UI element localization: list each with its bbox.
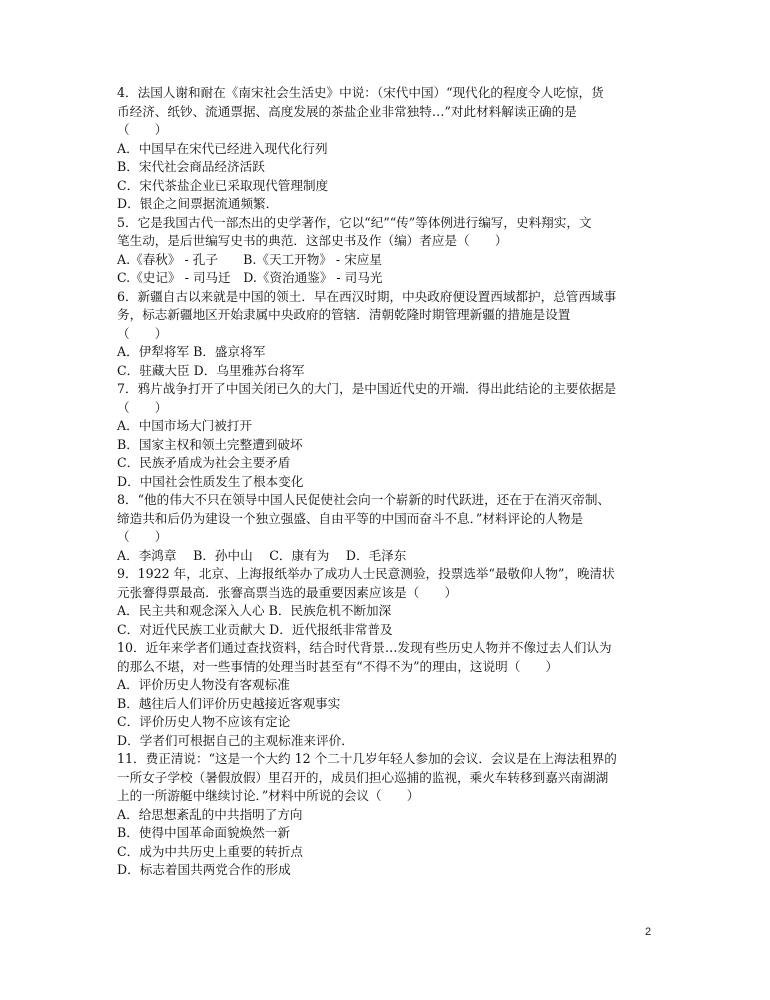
answer-option: D．标志着国共两党合作的形成: [117, 862, 291, 877]
page-number: 2: [645, 926, 652, 938]
question-stem-line: 10．近年来学者们通过查找资料，结合时代背景…发现有些历史人物并不像过去人们认为: [117, 640, 612, 655]
question-stem-line: 5．它是我国古代一部杰出的史学著作，它以“纪”“传”等体例进行编写，史料翔实，文: [117, 214, 592, 230]
question-list: [117, 84, 662, 880]
question-stem-line: 6．新疆自古以来就是中国的领土．早在西汉时期，中央政府便设置西域都护，总管西域事: [117, 288, 617, 304]
question-stem-line: 4．法国人谢和耐在《南宋社会生活史》中说：（宋代中国）“现代化的程度令人吃惊，货: [117, 85, 604, 100]
question-stem-line: 务，标志新疆地区开始隶属中央政府的管辖．清朝乾隆时期管理新疆的措施是设置: [117, 307, 571, 322]
answer-option: A．中国市场大门被打开: [117, 418, 253, 433]
answer-option: C．民族矛盾成为社会主要矛盾: [117, 455, 291, 470]
question-stem-line: 上的一所游艇中继续讨论．”材料中所说的会议（ ）: [117, 788, 420, 803]
question-stem-line: 笔生动，是后世编写史书的典范．这部史书及作（编）者应是（ ）: [117, 233, 508, 248]
answer-option: C．成为中共历史上重要的转折点: [117, 843, 303, 859]
answer-option: C.《史记》 - 司马迁 D.《资治通鉴》 - 司马光: [117, 270, 383, 285]
answer-option: D．银企之间票据流通频繁．: [117, 196, 279, 211]
answer-option: B．宋代社会商品经济活跃: [117, 159, 265, 174]
question-stem-line: 9．1922 年，北京、上海报纸举办了成功人士民意测验，投票选举“最敬仰人物”，晚清状: [117, 566, 615, 581]
answer-option: C．评价历史人物不应该有定论: [117, 714, 291, 729]
question-stem-line: （ ）: [117, 122, 168, 137]
answer-option: D．中国社会性质发生了根本变化: [117, 473, 304, 489]
question-block: [117, 639, 662, 750]
question-stem-line: 11．费正清说：“这是一个大约 12 个二十几岁年轻人参加的会议．会议是在上海法租界的: [117, 751, 617, 766]
answer-option: C．对近代民族工业贡献大 D．近代报纸非常普及: [117, 621, 393, 637]
answer-option: B．越往后人们评价历史越接近客观事实: [117, 695, 341, 711]
question-block: [117, 288, 662, 381]
question-stem-line: 币经济、纸钞、流通票据、高度发展的茶盐企业非常独特…”对此材料解读正确的是: [117, 103, 577, 119]
answer-option: A．民主共和观念深入人心 B．民族危机不断加深: [117, 603, 392, 618]
answer-option: A．李鸿章 B．孙中山 C．康有为 D．毛泽东: [117, 547, 407, 563]
answer-option: B．国家主权和领土完整遭到破坏: [117, 436, 303, 452]
answer-option: B．使得中国革命面貌焕然一新: [117, 825, 290, 840]
question-stem-line: 一所女子学校（暑假放假）里召开的，成员们担心巡捕的监视，乘火车转移到嘉兴南湖湖: [117, 769, 609, 785]
question-stem-line: 缔造共和后仍为建设一个独立强盛、自由平等的中国而奋斗不息．”材料评论的人物是: [117, 510, 584, 526]
question-block: [117, 491, 662, 565]
question-block: [117, 84, 662, 214]
question-block: [117, 380, 662, 491]
question-block: [117, 750, 662, 880]
answer-option: C．驻藏大臣 D．乌里雅苏台将军: [117, 362, 305, 378]
answer-option: A．中国早在宋代已经进入现代化行列: [117, 140, 328, 156]
question-stem-line: （ ）: [117, 325, 168, 341]
answer-option: C．宋代茶盐企业已采取现代管理制度: [117, 177, 329, 193]
question-block: [117, 565, 662, 639]
question-stem-line: （ ）: [117, 399, 168, 415]
question-block: [117, 214, 662, 288]
question-stem-line: 的那么不堪，对一些事情的处理当时甚至有“不得不为”的理由，这说明（ ）: [117, 658, 559, 674]
answer-option: D．学者们可根据自己的主观标准来评价．: [117, 732, 354, 748]
question-stem-line: （ ）: [117, 529, 168, 544]
answer-option: A.《春秋》 - 孔子 B.《天工开物》 - 宋应星: [117, 251, 382, 267]
question-stem-line: 8．“他的伟大不只在领导中国人民促使社会向一个崭新的时代跃进，还在于在消灭帝制、: [117, 492, 611, 507]
answer-option: A．评价历史人物没有客观标准: [117, 677, 290, 692]
question-stem-line: 元张謇得票最高．张謇高票当选的最重要因素应该是（ ）: [117, 584, 458, 600]
answer-option: A．给思想紊乱的中共指明了方向: [117, 806, 303, 822]
question-stem-line: 7．鸦片战争打开了中国关闭已久的大门，是中国近代史的开端．得出此结论的主要依据是: [117, 381, 617, 396]
answer-option: A．伊犁将军 B．盛京将军: [117, 344, 266, 359]
